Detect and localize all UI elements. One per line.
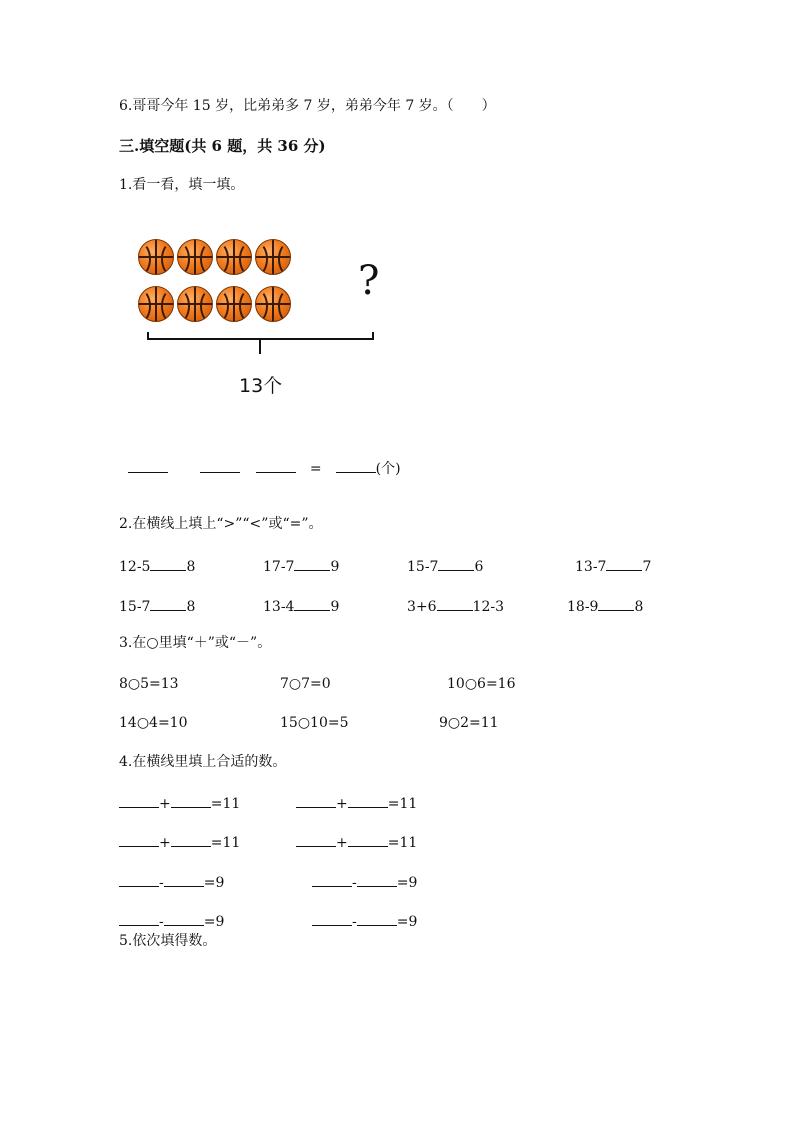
answer-blank[interactable] [438, 556, 474, 571]
operator-item[interactable]: 9○2=11 [439, 715, 499, 731]
answer-blank[interactable] [119, 832, 159, 847]
question-1-title: 1.看一看，填一填。 [119, 177, 245, 193]
unit-label: (个) [375, 461, 401, 477]
basketball-icon [255, 239, 291, 275]
answer-blank[interactable] [119, 793, 159, 808]
answer-blank[interactable] [119, 911, 159, 926]
answer-blank[interactable] [296, 793, 336, 808]
addition-item: + =11 [119, 793, 240, 813]
answer-blank[interactable] [312, 872, 352, 887]
question-2-title: 2.在横线上填上“>”“<”或“=”。 [119, 516, 323, 532]
question-1-equation [119, 440, 401, 478]
basketball-icon [138, 239, 174, 275]
answer-blank[interactable] [606, 556, 642, 571]
answer-blank[interactable] [348, 832, 388, 847]
basketball-icon [255, 286, 291, 322]
answer-blank[interactable] [357, 911, 397, 926]
compare-item: 15-7 8 [119, 596, 195, 616]
operator-item[interactable]: 7○7=0 [280, 676, 331, 692]
answer-blank[interactable] [164, 872, 204, 887]
basketball-icon [216, 286, 252, 322]
basketball-icon [177, 239, 213, 275]
basketball-icon [177, 286, 213, 322]
answer-blank[interactable] [437, 596, 473, 611]
answer-blank[interactable] [256, 458, 296, 473]
subtraction-item: - =9 [312, 911, 417, 931]
answer-blank[interactable] [119, 872, 159, 887]
compare-item: 15-7 6 [407, 556, 483, 576]
answer-blank[interactable] [296, 832, 336, 847]
compare-item: 17-7 9 [263, 556, 339, 576]
subtraction-item: - =9 [119, 872, 224, 892]
answer-blank[interactable] [200, 458, 240, 473]
basketball-icon [216, 239, 252, 275]
compare-item: 13-4 9 [263, 596, 339, 616]
answer-blank[interactable] [171, 793, 211, 808]
answer-blank[interactable] [128, 458, 168, 473]
answer-blank[interactable] [312, 911, 352, 926]
total-count-label: 13个 [239, 375, 283, 397]
operator-item[interactable]: 14○4=10 [119, 715, 188, 731]
operator-item[interactable]: 10○6=16 [447, 676, 516, 692]
equals-sign: = [309, 461, 322, 477]
compare-item: 13-7 7 [575, 556, 651, 576]
question-3-title: 3.在○里填“＋”或“－”。 [119, 635, 272, 651]
section-heading-fill-in: 三.填空题(共 6 题，共 36 分) [119, 137, 326, 155]
question-5-title: 5.依次填得数。 [119, 933, 217, 949]
answer-blank[interactable] [348, 793, 388, 808]
addition-item: + =11 [119, 832, 240, 852]
answer-blank[interactable] [294, 596, 330, 611]
answer-blank[interactable] [357, 872, 397, 887]
operator-item[interactable]: 15○10=5 [280, 715, 349, 731]
answer-blank[interactable] [164, 911, 204, 926]
question-mark: ? [358, 258, 380, 304]
subtraction-item: - =9 [119, 911, 224, 931]
compare-item: 3+6 12-3 [407, 596, 504, 616]
bracket-line [142, 328, 382, 358]
answer-blank[interactable] [150, 556, 186, 571]
answer-blank[interactable] [150, 596, 186, 611]
question-4-title: 4.在横线里填上合适的数。 [119, 754, 287, 770]
answer-blank[interactable] [336, 458, 376, 473]
question-6: 6.哥哥今年 15 岁，比弟弟多 7 岁，弟弟今年 7 岁。（ ） [119, 98, 496, 114]
answer-blank[interactable] [598, 596, 634, 611]
compare-item: 18-9 8 [567, 596, 643, 616]
addition-item: + =11 [296, 793, 417, 813]
basketball-icon [138, 286, 174, 322]
addition-item: + =11 [296, 832, 417, 852]
answer-blank[interactable] [294, 556, 330, 571]
subtraction-item: - =9 [312, 872, 417, 892]
compare-item: 12-5 8 [119, 556, 195, 576]
answer-blank[interactable] [171, 832, 211, 847]
operator-item[interactable]: 8○5=13 [119, 676, 179, 692]
